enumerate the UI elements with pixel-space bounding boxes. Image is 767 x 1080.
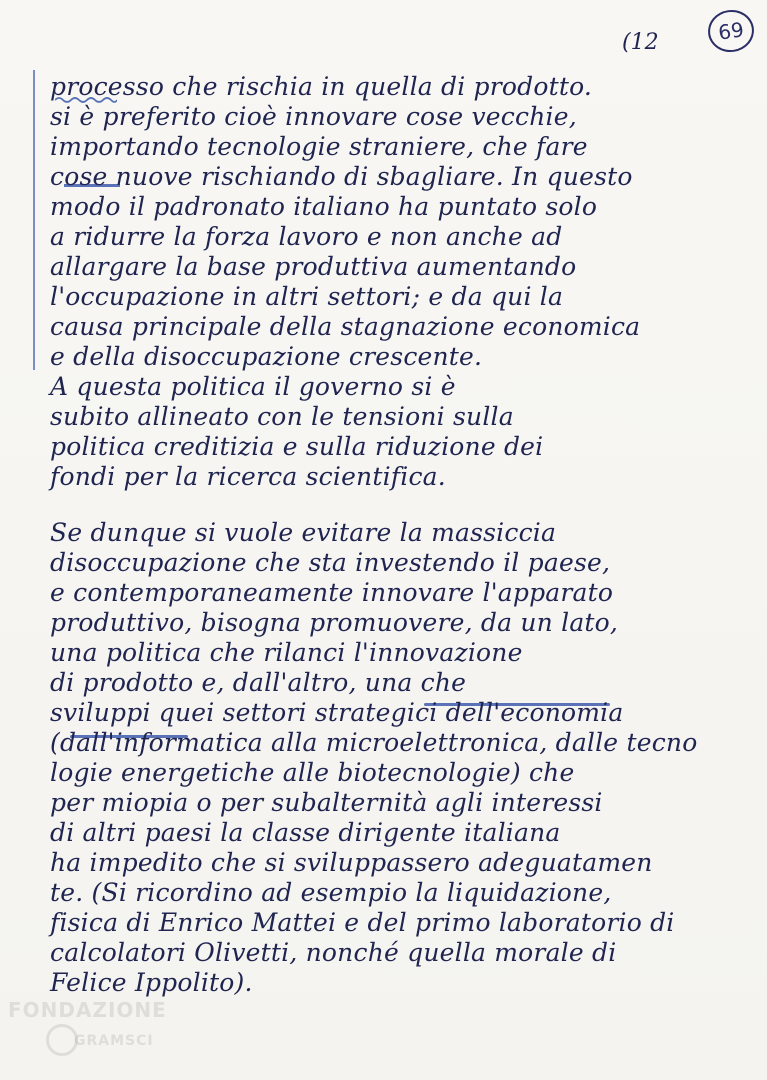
- line-01: processo che rischia in quella di prodotto.: [50, 72, 593, 101]
- line-12: subito allineato con le tensioni sulla: [50, 402, 514, 431]
- line-05: modo il padronato italiano ha puntato solo: [50, 192, 598, 221]
- footer-space: [610, 1005, 700, 1015]
- line-03: importando tecnologie straniere, che fare: [50, 132, 588, 161]
- line-11: A questa politica il governo si è: [50, 372, 456, 401]
- page-number-circle: 69: [705, 7, 756, 55]
- line-22: (dall'informatica alla microelettronica, dalle tecno: [50, 728, 698, 757]
- line-16: disoccupazione che sta investendo il paese,: [50, 548, 611, 577]
- line-29: calcolatori Olivetti, nonché quella morale di: [50, 938, 617, 967]
- line-21: sviluppi quei settori strategici dell'economia: [50, 698, 624, 727]
- line-14: fondi per la ricerca scientifica.: [50, 462, 446, 491]
- line-19: una politica che rilanci l'innovazione: [50, 638, 523, 667]
- line-04: cose nuove rischiando di sbagliare. In questo: [50, 162, 633, 191]
- watermark-line2: GRAMSCI: [74, 1033, 154, 1049]
- line-02: si è preferito cioè innovare cose vecchie,: [50, 102, 577, 131]
- line-27: te. (Si ricordino ad esempio la liquidazione,: [50, 878, 612, 907]
- line-20: di prodotto e, dall'altro, una che: [50, 668, 467, 697]
- line-07: allargare la base produttiva aumentando: [50, 252, 577, 281]
- line-26: ha impedito che si sviluppassero adeguatamen: [50, 848, 653, 877]
- line-10: e della disoccupazione crescente.: [50, 342, 483, 371]
- line-18: produttivo, bisogna promuovere, da un lato,: [50, 608, 619, 637]
- watermark: [8, 1000, 228, 1070]
- line-13: politica creditizia e sulla riduzione dei: [50, 432, 544, 461]
- line-23: logie energetiche alle biotecnologie) che: [50, 758, 575, 787]
- line-25: di altri paesi la classe dirigente italiana: [50, 818, 561, 847]
- line-17: e contemporaneamente innovare l'apparato: [50, 578, 614, 607]
- line-09: causa principale della stagnazione economica: [50, 312, 641, 341]
- margin-line: [33, 70, 35, 370]
- line-24: per miopia o per subalternità agli interessi: [50, 788, 603, 817]
- line-15: Se dunque si vuole evitare la massiccia: [50, 518, 557, 547]
- side-page-number: (12: [622, 30, 659, 55]
- line-06: a ridurre la forza lavoro e non anche ad: [50, 222, 563, 251]
- line-28: fisica di Enrico Mattei e del primo laboratorio di: [50, 908, 675, 937]
- watermark-line1: FONDAZIONE: [8, 998, 167, 1022]
- line-08: l'occupazione in altri settori; e da qui la: [50, 282, 564, 311]
- line-30: Felice Ippolito).: [50, 968, 253, 997]
